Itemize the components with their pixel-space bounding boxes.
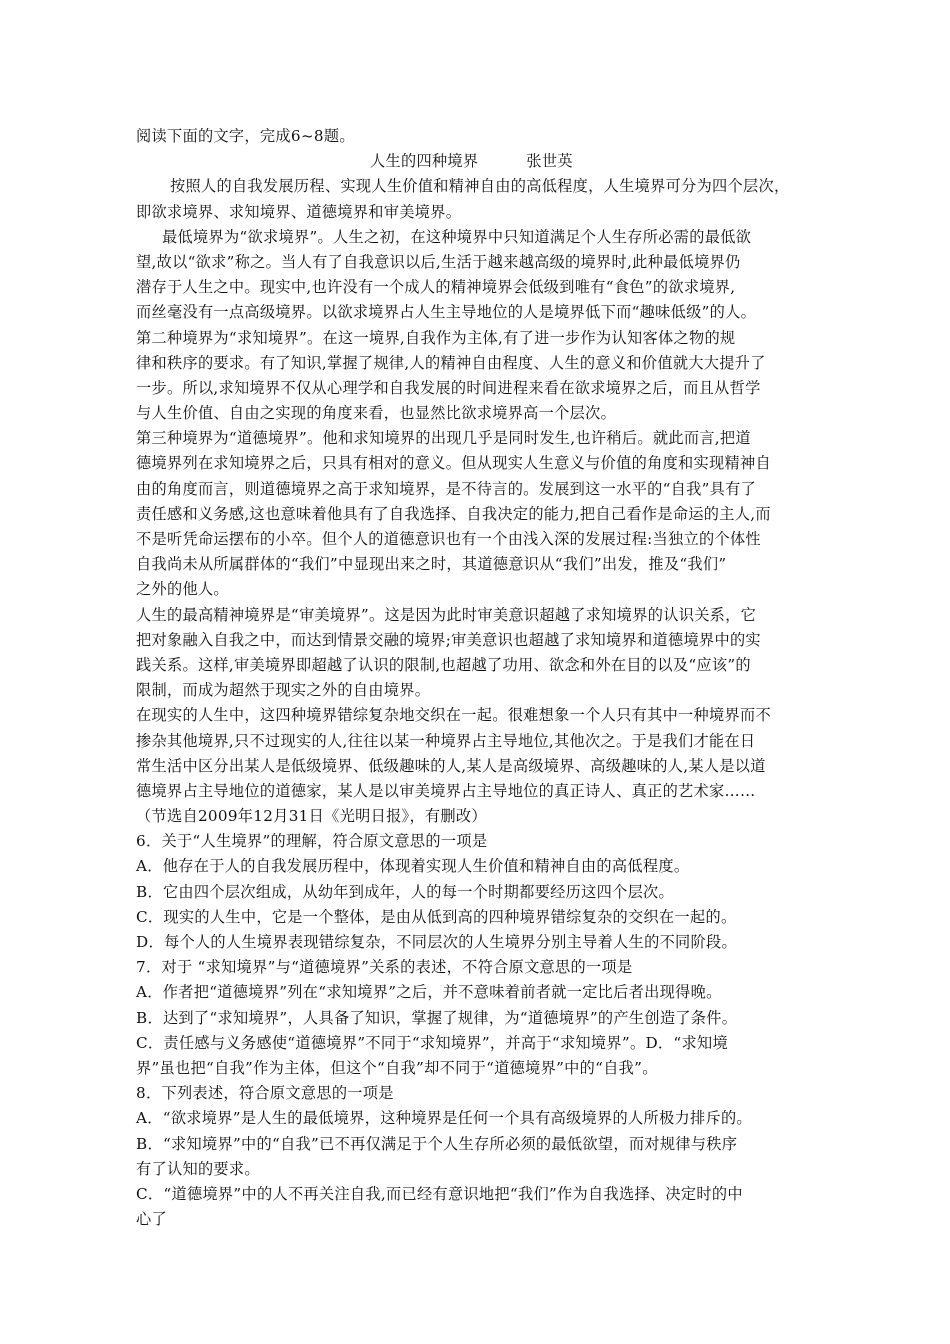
instruction-text: 阅读下面的文字，完成6~8题。 — [136, 127, 355, 145]
question-7-option-b: B．达到了“求知境界”，人具备了知识，掌握了规律，为“道德境界”的产生创造了条件。 — [136, 1008, 738, 1027]
question-7-option-c: C．责任感与义务感使“道德境界”不同于“求知境界”，并高于“求知境界”。D．“求知境 — [136, 1033, 728, 1052]
paragraph-line: 一步。所以,求知境界不仅从心理学和自我发展的时间进程来看在欲求境界之后，而且从哲学 — [136, 378, 761, 397]
paragraph-line: 由的角度而言，则道德境界之高于求知境界，是不待言的。发展到这一水平的“自我”具有了 — [136, 479, 757, 498]
paragraph-line: 德境界占主导地位的道德家，某人是以审美境界占主导地位的真正诗人、真正的艺术家…… — [136, 781, 756, 800]
question-7-option-d: 界”虽也把“自我”作为主体，但这个“自我”却不同于“道德境界”中的“自我”。 — [136, 1058, 658, 1077]
paragraph-line: 践关系。这样,审美境界即超越了认识的限制,也超越了功用、欲念和外在目的以及“应该”的 — [136, 655, 751, 674]
paragraph-line: 潜存于人生之中。现实中,也许没有一个成人的精神境界会低级到唯有“食色”的欲求境界, — [136, 278, 736, 297]
paragraph-line: 在现实的人生中，这四种境界错综复杂地交织在一起。很难想象一个人只有其中一种境界而不 — [136, 706, 771, 725]
paragraph-line: 限制，而成为超然于现实之外的自由境界。 — [136, 681, 431, 700]
paragraph-line: 第二种境界为“求知境界”。在这一境界,自我作为主体,有了进一步作为认知客体之物的规 — [136, 328, 736, 347]
question-8-option-c: C．“道德境界”中的人不再关注自我,而已经有意识地把“我们”作为自我选择、决定时的中 — [136, 1184, 743, 1203]
paragraph-line: 望,故以“欲求”称之。当人有了自我意识以后,生活于越来越高级的境界时,此种最低境界仍 — [136, 252, 741, 271]
source-citation: （节选自2009年12月31日《光明日报》，有删改） — [136, 807, 487, 826]
question-7-stem: 7．对于 “求知境界”与“道德境界”关系的表述，不符合原文意思的一项是 — [136, 958, 633, 977]
paragraph-line: 人生的最高精神境界是“审美境界”。这是因为此时审美意识超越了求知境界的认识关系，它 — [136, 605, 757, 624]
exam-page — [136, 124, 826, 1232]
question-8-option-a: A．“欲求境界”是人生的最低境界，这种境界是任何一个具有高级境界的人所极力排斥的。 — [136, 1109, 752, 1128]
question-6-stem: 6．关于“人生境界”的理解，符合原文意思的一项是 — [136, 832, 488, 851]
paragraph-line: 责任感和义务感,这也意味着他具有了自我选择、自我决定的能力,把自己看作是命运的主人,而 — [136, 504, 771, 523]
paragraph-line: 不是听凭命运摆布的小卒。但个人的道德意识也有一个由浅入深的发展过程:当独立的个体性 — [136, 530, 761, 548]
article-heading — [136, 149, 826, 174]
question-6-option-a: A．他存在于人的自我发展历程中，体现着实现人生价值和精神自由的高低程度。 — [136, 857, 690, 876]
paragraph-line: 律和秩序的要求。有了知识,掌握了规律,人的精神自由程度、人生的意义和价值就大大提升了 — [136, 353, 766, 372]
question-6-option-c: C．现实的人生中，它是一个整体，是由从低到高的四种境界错综复杂的交织在一起的。 — [136, 907, 737, 926]
paragraph-line: 常生活中区分出某人是低级境界、低级趣味的人,某人是高级境界、高级趣味的人,某人是以道 — [136, 756, 766, 775]
paragraph-line: 把对象融入自我之中，而达到情景交融的境界;审美意识也超越了求知境界和道德境界中的实 — [136, 630, 761, 649]
paragraph-line: 掺杂其他境界,只不过现实的人,往往以某一种境界占主导地位,其他次之。于是我们才能在日 — [136, 731, 756, 750]
paragraph-line: 德境界列在求知境界之后，只具有相对的意义。但从现实人生意义与价值的角度和实现精神自 — [136, 454, 771, 473]
question-7-option-a: A．作者把“道德境界”列在“求知境界”之后，并不意味着前者就一定比后者出现得晚。 — [136, 983, 722, 1002]
paragraph-line: 按照人的自我发展历程、实现人生价值和精神自由的高低程度，人生境界可分为四个层次， — [170, 177, 790, 196]
paragraph-line: 最低境界为“欲求境界”。人生之初，在这种境界中只知道满足个人生存所必需的最低欲 — [162, 227, 752, 246]
paragraph-line: 第三种境界为“道德境界”。他和求知境界的出现几乎是同时发生,也许稍后。就此而言,把道 — [136, 429, 751, 448]
article-title: 人生的四种境界 — [370, 152, 479, 171]
question-8-option-b: B．“求知境界”中的“自我”已不再仅满足于个人生存所必须的最低欲望，而对规律与秩序 — [136, 1134, 738, 1153]
paragraph-line: 即欲求境界、求知境界、道德境界和审美境界。 — [136, 202, 462, 221]
question-6-option-b: B．它由四个层次组成，从幼年到成年，人的每一个时期都要经历这四个层次。 — [136, 882, 675, 901]
question-6-option-d: D．每个人的人生境界表现错综复杂，不同层次的人生境界分别主导着人生的不同阶段。 — [136, 933, 738, 951]
paragraph-line: 与人生价值、自由之实现的角度来看，也显然比欲求境界高一个层次。 — [136, 404, 617, 423]
question-8-stem: 8．下列表述，符合原文意思的一项是 — [136, 1084, 394, 1103]
paragraph-line: 而丝毫没有一点高级境界。以欲求境界占人生主导地位的人是境界低下而“趣味低级”的人。 — [136, 303, 757, 322]
question-8-option-c-cont: 心了 — [136, 1210, 167, 1229]
article-author: 张世英 — [526, 152, 573, 171]
paragraph-line: 之外的他人。 — [136, 580, 229, 599]
question-8-option-b-cont: 有了认知的要求。 — [136, 1159, 260, 1178]
paragraph-line: 自我尚未从所属群体的“我们”中显现出来之时，其道德意识从“我们”出发，推及“我们” — [136, 555, 727, 574]
